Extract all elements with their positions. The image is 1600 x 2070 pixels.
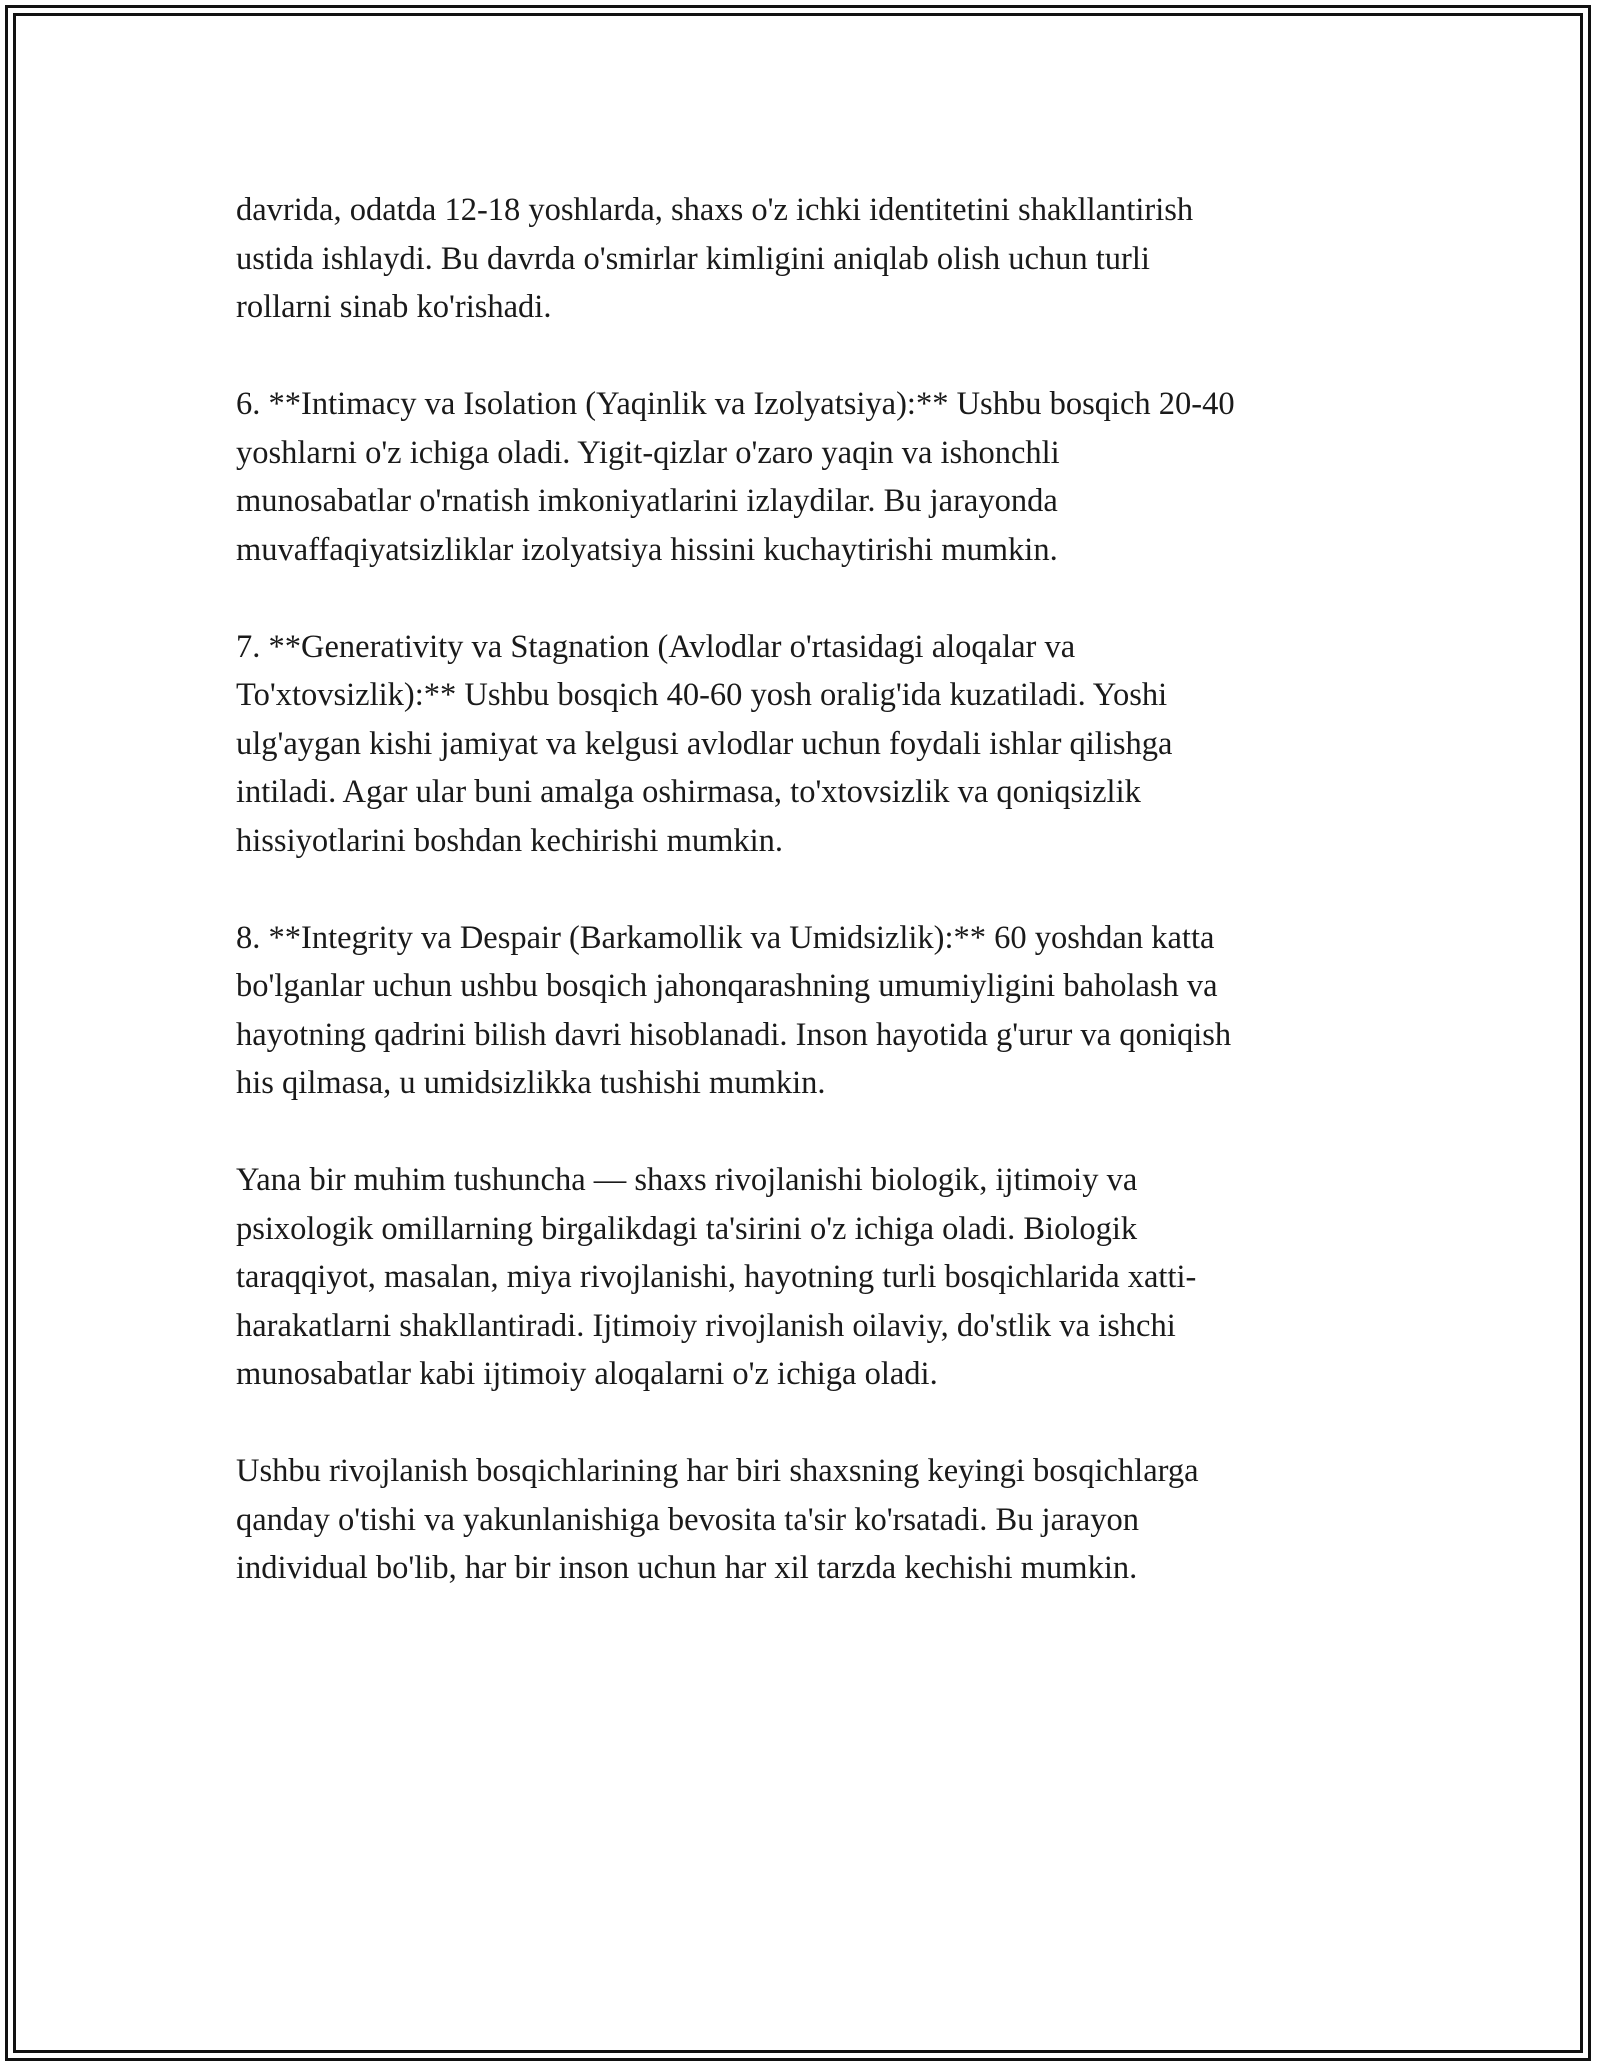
paragraph-stage-6-intimacy: 6. **Intimacy va Isolation (Yaqinlik va Izolyatsiya):** Ushbu bosqich 20-40 yoshlarni o'z ichiga oladi. Yigit-qizlar o'zaro yaqin va ishonchli munosabatlar o'rnatish imkoniyatlarini izlaydilar. Bu jarayonda muvaffaqiyatsizliklar izolyatsiya hissini kuchaytirishi mumkin. (236, 386, 1235, 568)
paragraph-conclusion: Ushbu rivojlanish bosqichlarining har biri shaxsning keyingi bosqichlarga qanday o'tishi va yakunlanishiga bevosita ta'sir ko'rsatadi. Bu jarayon individual bo'lib, har bir inson uchun har xil tarzda kechishi mumkin. (236, 1453, 1199, 1586)
paragraph-stage-7-generativity: 7. **Generativity va Stagnation (Avlodlar o'rtasidagi aloqalar va To'xtovsizlik):** Ushbu bosqich 40-60 yosh oralig'ida kuzatiladi. Yoshi ulg'aygan kishi jamiyat va kelgusi avlodlar uchun foydali ishlar qilishga intiladi. Agar ular buni amalga oshirmasa, to'xtovsizlik va qoniqsizlik hissiyotlarini boshdan kechirishi mumkin. (236, 628, 1173, 859)
paragraph-development-factors: Yana bir muhim tushuncha — shaxs rivojlanishi biologik, ijtimoiy va psixologik omillarning birgalikdagi ta'sirini o'z ichiga oladi. Biologik taraqqiyot, masalan, miya rivojlanishi, hayotning turli bosqichlarida xatti- harakatlarni shakllantiradi. Ijtimoiy rivojlanish oilaviy, do'stlik va ishchi munosabatlar kabi ijtimoiy aloqalarni o'z ichiga oladi. (236, 1162, 1197, 1392)
paragraph-identity-continuation: davrida, odatda 12-18 yoshlarda, shaxs o'z ichki identitetini shakllantirish ustida ishlaydi. Bu davrda o'smirlar kimligini aniqlab olish uchun turli rollarni sinab ko'rishadi. (236, 192, 1194, 325)
document-body (236, 186, 1386, 1641)
paragraph-stage-8-integrity: 8. **Integrity va Despair (Barkamollik va Umidsizlik):** 60 yoshdan katta bo'lganlar uchun ushbu bosqich jahonqarashning umumiyligini baholash va hayotning qadrini bilish davri hisoblanadi. Inson hayotida g'urur va qoniqish his qilmasa, u umidsizlikka tushishi mumkin. (236, 919, 1232, 1101)
